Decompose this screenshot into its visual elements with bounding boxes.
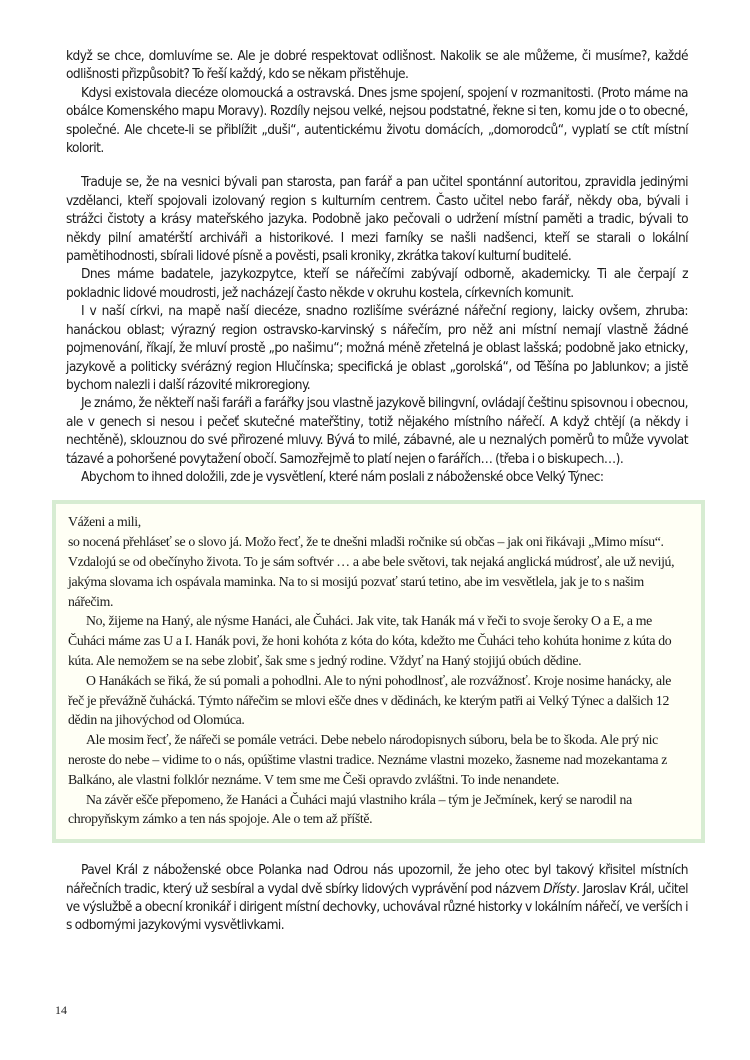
page-content (0, 47, 750, 935)
paragraph: Je známo, že někteří naši faráři a farářky jsou vlastně jazykově bilingvní, ovládají češtinu spisovnou i obecnou, ale v genech si nesou i pečeť skutečné mateřštiny, totiž nějakého místního nářečí. A když chtějí (a někdy i nechtěně), sklouznou do své přirozené mluvy. Bývá to milé, zábavné, ale u neznalých poměrů to může vyvolat tázavé a pohoršené povytažení obočí. Samozřejmě to platí nejen o farářích… (třeba i o biskupech…). (66, 395, 688, 467)
closing-section (66, 861, 688, 935)
intro-section (66, 47, 688, 157)
text-run: . Jaroslav Král, učitel ve výslužbě a obecní kronikář i dirigent místní dechovky, uchovával různé historky v lokálním nářečí, ve verších i s odbornými jazykovými vysvětlivkami. (66, 880, 688, 934)
letter-paragraph: so nocená přehláseť se o slovo já. Možo řecť, že te dnešni mladši ročnike sú občas – jak oni řikávaji „Mimo mísu“. Vzdalojú se od obečínyho života. To je sám softvér … a abe bele světovi, tak nejaká anglická múdrosť, ale už nevijú, jakýma slovama ich ospávala maminka. Na to si mosijú pozvať starú tetino, abe im vesvětlela, jak je to s našim nářečim. (68, 534, 675, 609)
book-title: Dřísty (543, 880, 577, 897)
letter-paragraph: No, žijeme na Haný, ale nýsme Hanáci, ale Čuháci. Jak vite, tak Hanák má v řeči to svoje šeroky O a E, a me Čuháci máme zas U a I. Hanák povi, že honi kohóta z kóta do kóta, kdežto me Čuháci teho kohúta honime z kúta do kúta. Ale nemožem se na sebe zlobiť, šak sme s jedný rodine. Vždyť na Haný stojijú obúch dědine. (68, 613, 672, 668)
page-number: 14 (55, 1003, 67, 1017)
paragraph: Kdysi existovala diecéze olomoucká a ostravská. Dnes jsme spojení, spojení v rozmanitosti. (Proto máme na obálce Komenského mapu Moravy). Rozdíly nejsou velké, nejsou podstatné, řekne si ten, komu jde o to obecné, společné. Ale chcete-li se přiblížit „duši“, autentickému životu domácích, „domorodců“, vyplatí se ctít místní kolorit. (66, 84, 688, 157)
letter-paragraph: Ale mosim řecť, že nářeči se pomále vetráci. Debe nebelo národopisnych súboru, bela be to škoda. Ale prý nic neroste do nebe – vidime to o nás, opúštime vlastni tradice. Neznáme vlastni mozeko, žasneme nad mozekantama z Balkáno, ale vlastni folklór neznáme. V tem sme me Češi opravdo zvláštni. To inde nenandete. (68, 732, 668, 787)
letter-paragraph: O Hanákách se řiká, že sú pomali a pohodlni. Ale to nýni pohodlnosť, ale rozvážnosť. Kroje nosime hanácky, ale řeč je převážně čuhácká. Týmto nářečim se mlovi ešče dnes v dědinách, ke kterým patři ai Velký Týnec a dalšich 12 dědin na jihovýchod od Olomúca. (68, 672, 672, 728)
paragraph: Traduje se, že na vesnici bývali pan starosta, pan farář a pan učitel spontánní autoritou, zpravidla jedinými vzdělanci, kteří spojovali izolovaný region s kulturním centrem. Často učitel nebo farář, někdy oba, bývali i strážci čistoty a krásy mateřského jazyka. Podobně jako pečovali o udržení místní paměti a tradic, bývali to někdy pilní amatérští archiváři a historikové. I mezi farníky se našli nadšenci, kteří se starali o lokální pamětihodnosti, sbírali lidové písně a pověsti, psali kroniky, zkrátka takoví kulturní buditelé. (66, 174, 688, 265)
paragraph: Dnes máme badatele, jazykozpytce, kteří se nářečími zabývají odborně, akademicky. Ti ale čerpají z pokladnic lidové moudrosti, jež nacházejí často někde v okruhu kostela, církevních komunit. (66, 266, 688, 301)
paragraph (66, 861, 688, 935)
paragraph: Abychom to ihned doložili, zde je vysvětlení, které nám poslali z náboženské obce Velký Týnec: (81, 468, 604, 485)
letter-paragraph: Na závěr ešče přepomeno, že Hanáci a Čuháci majú vlastniho krála – tým je Ječmínek, kerý se narodil na chropyňskym zámko a ten nás spojoje. Ale o tem až příště. (68, 791, 632, 827)
letter-salutation: Váženi a mili, (68, 514, 141, 530)
text-run: Pavel Král z náboženské obce Polanka nad Odrou nás upozornil, že jeho otec byl takový křisitel místních nářečních tradic, který už sesbíral a vydal dvě sbírky lidových vyprávění pod názvem (66, 862, 688, 897)
main-section (66, 173, 688, 486)
letter-text (68, 512, 687, 829)
paragraph: I v naší církvi, na mapě naší diecéze, snadno rozlišíme svérázné nářeční regiony, laicky ovšem, zhruba: hanáckou oblast; výrazný region ostravsko-karvinský s nářečím, pro něž ani místní nemají vlastně žádné pojmenování, říkají, že mluví prostě „po našimu“; možná méně zřetelná je oblast lašská; podobně jako etnicky, jazykově a politicky svérázný region Hlučínska; specifická je oblast „gorolská“, od Těšína po Jablunkov; a jistě bychom nalezli i další rázovité mikroregiony. (66, 303, 688, 393)
dialect-letter-box (52, 500, 705, 843)
paragraph: když se chce, domluvíme se. Ale je dobré respektovat odlišnost. Nakolik se ale můžeme, či musíme?, každé odlišnosti přizpůsobit? To řeší každý, kdo se někam přistěhuje. (66, 48, 688, 83)
